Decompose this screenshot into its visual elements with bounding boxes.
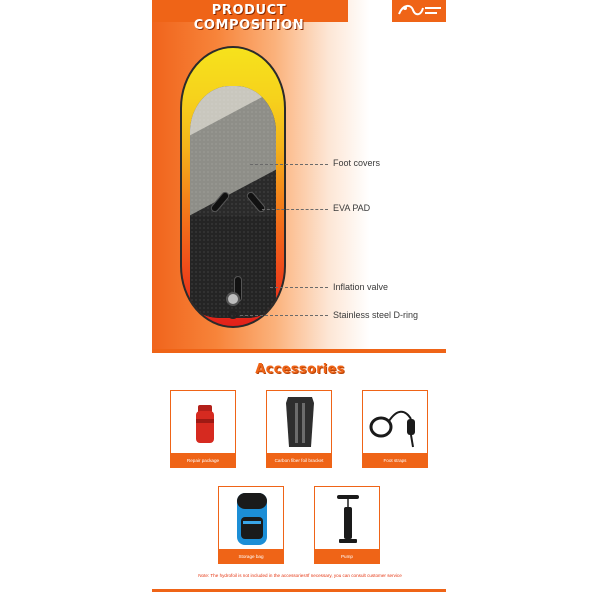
- accessory-card-pump: [314, 486, 380, 564]
- accessories-note: Note: The hydrofoil is not included in the accessories!If necessary, you can consult customer service: [198, 573, 402, 578]
- backpack-icon: [219, 487, 283, 551]
- sup-board: [182, 48, 284, 326]
- callout-inflation-valve: Inflation valve: [333, 282, 389, 292]
- accessory-card-foil-bracket: [266, 390, 332, 468]
- brand-logo-icon: [395, 2, 443, 20]
- callout-line: [250, 164, 328, 165]
- accessory-label: Repair package: [171, 453, 235, 467]
- callout-line: [270, 287, 328, 288]
- accessory-card-repair: [170, 390, 236, 468]
- accessory-label: Pump: [315, 549, 379, 563]
- repair-tube-icon: [171, 391, 235, 455]
- callout-d-ring: Stainless steel D-ring: [333, 310, 419, 320]
- accessory-card-storage-bag: [218, 486, 284, 564]
- inflation-valve: [226, 292, 240, 306]
- accessory-label: Storage bag: [219, 549, 283, 563]
- callout-line: [240, 315, 328, 316]
- callout-eva-pad: EVA PAD: [333, 203, 371, 213]
- page-title: PRODUCT COMPOSITION: [193, 3, 305, 33]
- d-ring: [228, 311, 238, 319]
- brand-logo: [392, 0, 446, 22]
- divider: [152, 349, 446, 353]
- callout-foot-covers: Foot covers: [333, 158, 381, 168]
- accessory-label: Carbon fiber foil bracket: [267, 453, 331, 467]
- accessories-title: Accessories: [255, 362, 345, 377]
- deck-pad: [190, 86, 276, 318]
- accessory-card-foot-straps: [362, 390, 428, 468]
- foil-bracket-icon: [267, 391, 331, 455]
- divider: [152, 589, 446, 592]
- leash-icon: [363, 391, 427, 455]
- callout-line: [262, 209, 328, 210]
- accessory-label: Foot straps: [363, 453, 427, 467]
- pump-icon: [315, 487, 379, 551]
